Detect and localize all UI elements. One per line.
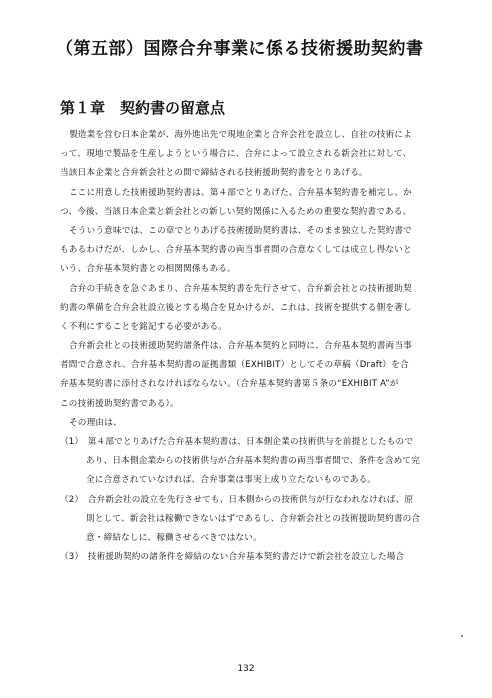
paragraph-5-line-2: 者間で合意され、合弁基本契約書の証拠書類（EXHIBIT）としてその草稿（Draft）を合 — [60, 360, 409, 371]
part-title: （第五部）国際合弁事業に係る技術援助契約書 — [56, 39, 424, 59]
paragraph-3-line-2: もあるわけだが、しかし、合弁基本契約書の両当事者間の合意なくしては成立し得ないと — [60, 245, 412, 256]
paragraph-5-line-1: 合弁新会社との技術援助契約諸条件は、合弁基本契約と同時に、合弁基本契約書両当事 — [69, 341, 412, 352]
list-item-1-line-2: あり、日本側企業からの技術供与が合弁基本契約書の両当事者間で、条件を含めて完 — [86, 456, 420, 467]
list-item-2-line-1: （2） 合弁新会社の設立を先行させても、日本側からの技術供与が行なわれなければ、原 — [60, 494, 414, 505]
list-item-2-line-3: 意・締結なしに、稼働させるべきではない。 — [86, 532, 262, 543]
paragraph-1-line-2: って、現地で製品を生産しようという場合に、合弁によって設立される新会社に対して、 — [60, 149, 412, 160]
list-item-3-line-1: （3） 技術援助契約の諸条件を締結のない合弁基本契約書だけで新会社を設立した場合 — [60, 552, 405, 563]
list-item-1-line-3: 全に合意されていなければ、合弁事業は事実上成り立たないものである。 — [86, 475, 377, 486]
paragraph-3-line-1: そういう意味では、この章でとりあげる技術援助契約書は、そのまま独立した契約書で — [69, 225, 412, 236]
paragraph-4-line-2: 約書の準備を合弁会社設立後とする場合を見かけるが、これは、技術を提供する側を著し — [60, 302, 412, 313]
paragraph-4-line-1: 合弁の手続きを急ぐあまり、合弁基本契約書を先行させて、合弁新会社との技術援助契 — [69, 283, 412, 294]
margin-mark — [461, 635, 463, 637]
chapter-title: 第１章 契約書の留意点 — [60, 99, 226, 117]
paragraph-2-line-2: つ、今後、当該日本企業と新会社との新しい契約関係に入るための重要な契約書である。 — [60, 206, 412, 217]
paragraph-4-line-3: く不利にすることを銘記する必要がある。 — [60, 321, 228, 332]
page-number: 132 — [237, 664, 255, 674]
paragraph-1-line-3: 当該日本企業と合弁新会社との間で締結される技術援助契約書をとりあげる。 — [60, 168, 368, 179]
paragraph-2-line-1: ここに用意した技術援助契約書は、第４部でとりあげた、合弁基本契約書を補完し、か — [69, 187, 412, 198]
body-text — [60, 126, 440, 567]
list-item-2-line-2: 則として、新会社は稼働できないはずであるし、合弁新会社との技術援助契約書の合 — [86, 513, 421, 524]
paragraph-6-line-1: その理由は、 — [69, 417, 122, 428]
paragraph-5-line-3: 弁基本契約書に添付されなければならない。（合弁基本契約書第５条の“EXHIBIT A”が — [60, 379, 399, 390]
list-item-1-line-1: （1） 第４部でとりあげた合弁基本契約書は、日本側企業の技術供与を前提としたもので — [60, 437, 414, 447]
paragraph-5-line-4: この技術援助契約書である）。 — [60, 398, 179, 409]
paragraph-3-line-3: いう、合弁基本契約書との相関関係もある。 — [60, 264, 236, 275]
paragraph-1-line-1: 製造業を営む日本企業が、海外進出先で現地企業と合弁会社を設立し、自社の技術によ — [69, 130, 412, 140]
